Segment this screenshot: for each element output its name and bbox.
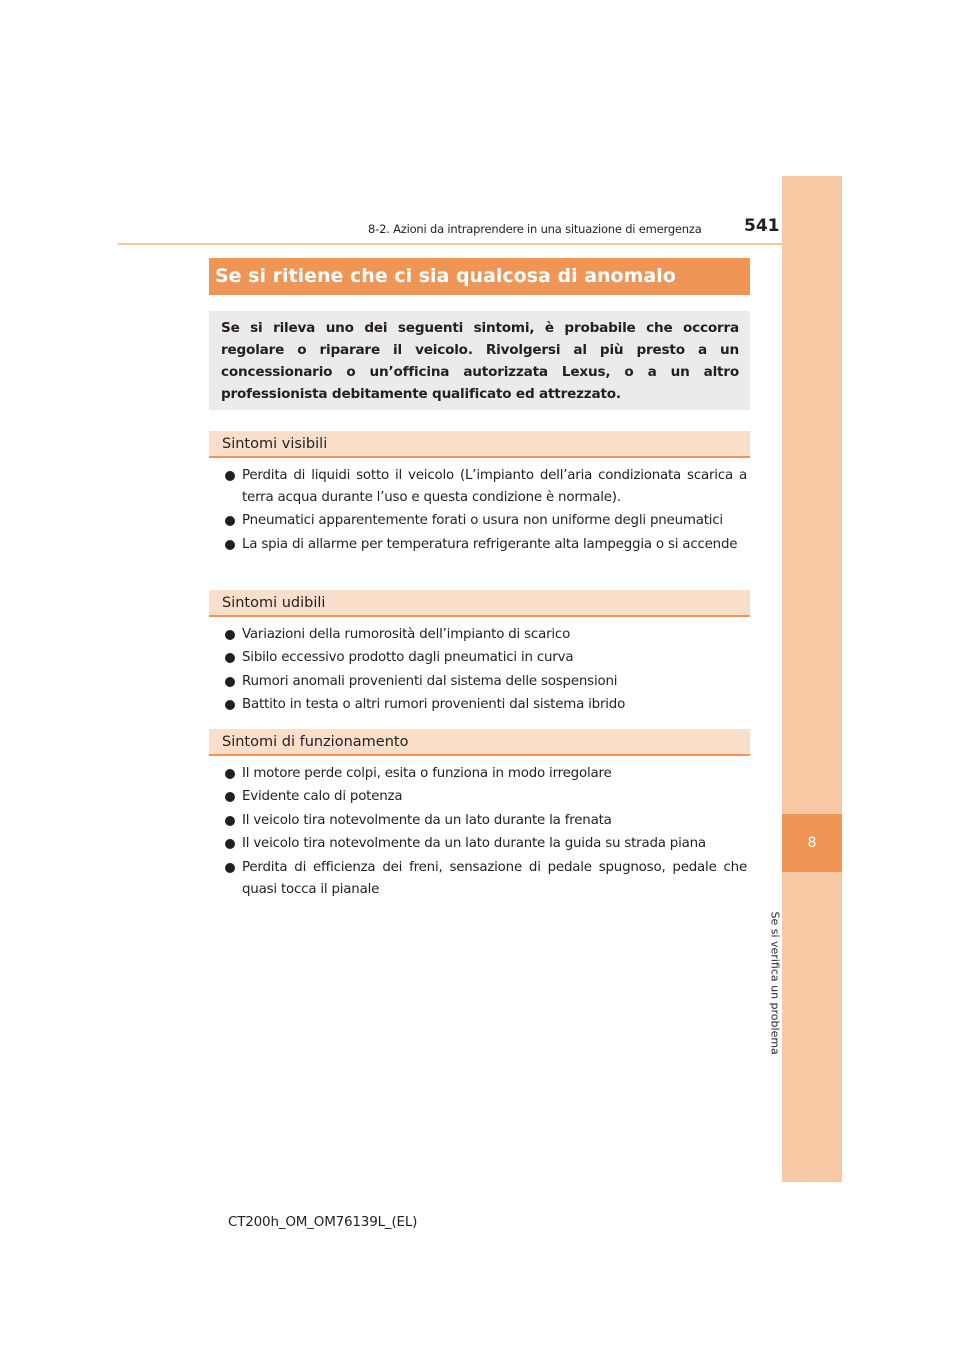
bullet-icon	[225, 839, 235, 849]
list-item-text: Il veicolo tira notevolmente da un lato durante la guida su strada piana	[242, 836, 706, 852]
bullet-icon	[225, 700, 235, 710]
list-item-text: Sibilo eccessivo prodotto dagli pneumatici in curva	[242, 650, 574, 666]
bullet-icon	[225, 769, 235, 779]
list-item	[225, 624, 747, 646]
page-number: 541	[744, 216, 780, 236]
list-item	[225, 810, 747, 832]
bullet-icon	[225, 792, 235, 802]
section-heading-visible: Sintomi visibili	[209, 431, 750, 458]
side-tab-chapter-title-text: Se si verifica un problema	[768, 911, 782, 1055]
list-item	[225, 465, 747, 509]
section-heading-operation: Sintomi di funzionamento	[209, 729, 750, 756]
list-item	[225, 671, 747, 693]
list-audible	[225, 624, 747, 718]
list-operation	[225, 763, 747, 902]
bullet-icon	[225, 540, 235, 550]
list-item	[225, 694, 747, 716]
list-item	[225, 534, 747, 556]
bullet-icon	[225, 863, 235, 873]
list-item-text: La spia di allarme per temperatura refrigerante alta lampeggia o si accende	[242, 536, 738, 552]
intro-box: Se si rileva uno dei seguenti sintomi, è probabile che occorra regolare o riparare il veicolo. Rivolgersi al più presto a un concessionario o un’officina autorizzata Lexus, o a un altro professionista debitamente qualificato ed attrezzato.	[209, 311, 750, 410]
list-item	[225, 510, 747, 532]
list-item	[225, 763, 747, 785]
footer-doc-code: CT200h_OM_OM76139L_(EL)	[228, 1214, 418, 1230]
header-section-title: 8-2. Azioni da intraprendere in una situazione di emergenza	[368, 222, 702, 236]
bullet-icon	[225, 471, 235, 481]
list-item-text: Evidente calo di potenza	[242, 789, 403, 805]
bullet-icon	[225, 516, 235, 526]
bullet-icon	[225, 816, 235, 826]
header-rule	[118, 243, 842, 245]
list-item-text: Rumori anomali provenienti dal sistema delle sospensioni	[242, 673, 618, 689]
list-item	[225, 647, 747, 669]
bullet-icon	[225, 677, 235, 687]
list-item	[225, 786, 747, 808]
side-tab-chapter-number: 8	[782, 814, 842, 872]
list-item	[225, 833, 747, 855]
list-item-text: Il motore perde colpi, esita o funziona in modo irregolare	[242, 766, 612, 781]
list-item-text: Variazioni della rumorosità dell’impianto di scarico	[242, 627, 571, 642]
list-visible	[225, 465, 747, 557]
bullet-icon	[225, 630, 235, 640]
list-item-text: Il veicolo tira notevolmente da un lato durante la frenata	[242, 812, 612, 828]
list-item-text: Battito in testa o altri rumori provenienti dal sistema ibrido	[242, 697, 626, 713]
list-item	[225, 857, 747, 901]
page-title: Se si ritiene che ci sia qualcosa di anomalo	[209, 258, 750, 295]
list-item-text: Pneumatici apparentemente forati o usura non uniforme degli pneumatici	[242, 513, 723, 529]
section-heading-audible: Sintomi udibili	[209, 590, 750, 617]
side-tab-chapter-title	[768, 911, 802, 1055]
list-item-text: Perdita di efficienza dei freni, sensazione di pedale spugnoso, pedale che quasi tocca il pianale	[242, 859, 747, 897]
side-tab	[782, 176, 842, 1182]
list-item-text: Perdita di liquidi sotto il veicolo (L’impianto dell’aria condizionata scarica a terra acqua durante l’uso e questa condizione è normale).	[242, 468, 747, 505]
bullet-icon	[225, 653, 235, 663]
